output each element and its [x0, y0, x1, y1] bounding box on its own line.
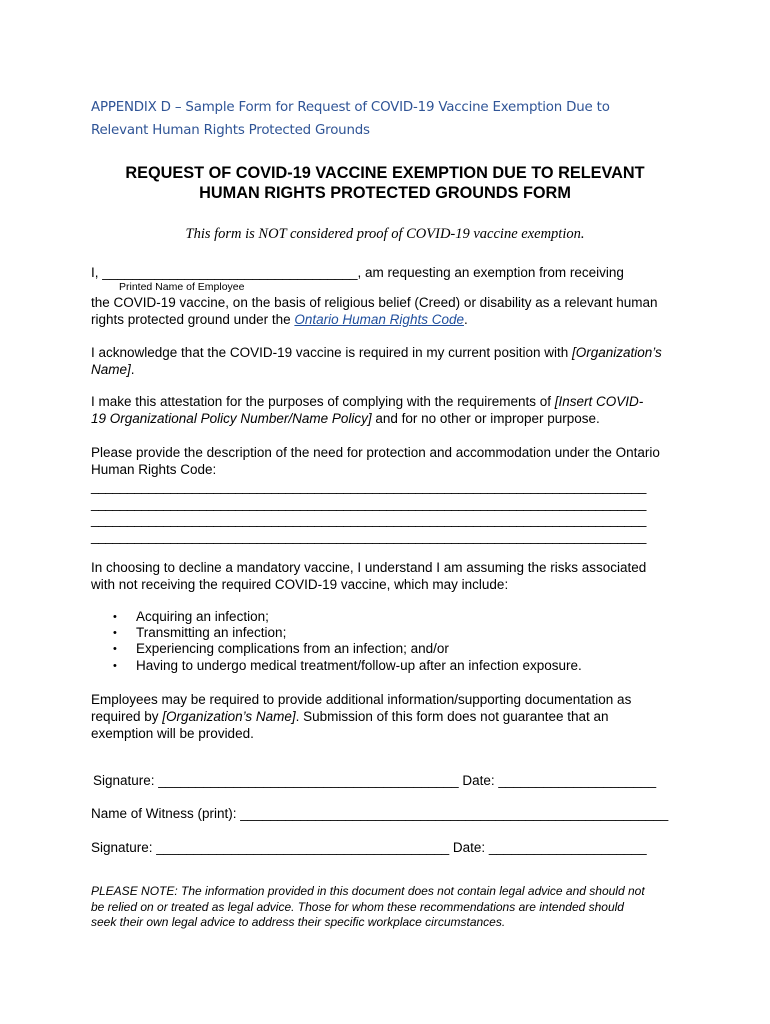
acknowledge-text: I acknowledge that the COVID-19 vaccine is required in my current position with — [91, 345, 572, 360]
attestation-text: and for no other or improper purpose. — [371, 411, 600, 426]
signature-label: Signature: — [93, 773, 159, 788]
proof-disclaimer: This form is NOT considered proof of COVID-19 vaccine exemption. — [185, 226, 585, 242]
witness-date-field[interactable]: _____________________ — [488, 840, 647, 855]
witness-label: Name of Witness (print): — [91, 806, 241, 821]
employees-line: required by — [91, 709, 163, 724]
description-paragraph — [91, 444, 691, 478]
employees-paragraph — [91, 691, 691, 742]
list-item — [113, 658, 673, 674]
note-line: seek their own legal advice to address their specific workplace circumstances. — [91, 915, 506, 929]
signature-row-2 — [91, 840, 691, 855]
blank-line[interactable]: _____________________________________________________________________________ — [91, 479, 647, 494]
attestation-paragraph — [91, 393, 691, 427]
appendix-heading — [91, 96, 691, 142]
title-line: HUMAN RIGHTS PROTECTED GROUNDS FORM — [199, 184, 571, 202]
form-title — [60, 163, 710, 203]
witness-row — [91, 806, 691, 821]
risks-line: In choosing to decline a mandatory vaccine, I understand I am assuming the risks associated — [91, 560, 647, 575]
employee-date-field[interactable]: _____________________ — [498, 773, 657, 788]
employee-name-field[interactable]: __________________________________, — [102, 265, 362, 280]
employees-line: . Submission of this form does not guarantee that an — [295, 709, 609, 724]
blank-line[interactable]: _____________________________________________________________________________ — [91, 528, 647, 544]
intro-suffix: am requesting an exemption from receiving — [361, 265, 624, 280]
description-line: Please provide the description of the need for protection and accommodation under the Ontario — [91, 445, 660, 460]
list-item-text: Having to undergo medical treatment/follow-up after an infection exposure. — [136, 657, 582, 673]
title-line: REQUEST OF COVID-19 VACCINE EXEMPTION DUE TO RELEVANT — [125, 164, 645, 182]
bullet-icon: • — [113, 643, 117, 656]
note-line: be relied on or treated as legal advice. Those for whom these recommendations are intended should — [91, 899, 624, 914]
employees-line: Employees may be required to provide additional information/supporting documentation as — [91, 692, 632, 707]
risks-paragraph — [91, 559, 691, 593]
list-item — [113, 625, 673, 641]
intro-paragraph — [91, 294, 691, 328]
witness-name-field[interactable]: _________________________________________________________ — [240, 806, 669, 821]
appendix-line: Relevant Human Rights Protected Grounds — [91, 123, 370, 138]
risk-list — [113, 609, 673, 674]
bullet-icon: • — [113, 611, 117, 623]
date-label: Date: — [458, 773, 499, 788]
legal-note — [91, 884, 691, 931]
attestation-text: I make this attestation for the purposes of complying with the requirements of — [91, 394, 555, 409]
period: . — [130, 362, 135, 377]
intro-line-2: the COVID-19 vaccine, on the basis of religious belief (Creed) or disability as a relevant human — [91, 295, 658, 310]
list-item-text: Acquiring an infection; — [136, 609, 269, 624]
appendix-line: APPENDIX D – Sample Form for Request of COVID-19 Vaccine Exemption Due to — [91, 100, 610, 115]
bullet-icon: • — [113, 627, 117, 640]
description-field[interactable] — [91, 479, 691, 545]
organization-placeholder: Name] — [91, 362, 131, 377]
signature-row-1 — [93, 773, 693, 788]
blank-line[interactable]: _____________________________________________________________________________ — [91, 495, 647, 511]
date-label: Date: — [449, 840, 489, 855]
list-item-text: Experiencing complications from an infection; and/or — [136, 641, 449, 657]
organization-placeholder: [Organization’s — [571, 345, 662, 360]
list-item-text: Transmitting an infection; — [136, 625, 287, 641]
risks-line: with not receiving the required COVID-19 vaccine, which may include: — [91, 577, 509, 592]
ontario-human-rights-code-link[interactable]: Ontario Human Rights Code — [294, 312, 464, 327]
acknowledge-paragraph — [91, 344, 691, 378]
signature-label: Signature: — [91, 840, 157, 855]
list-item — [113, 641, 673, 657]
period: . — [463, 312, 468, 327]
intro-line — [91, 264, 691, 281]
list-item — [113, 609, 673, 625]
blank-line[interactable]: _____________________________________________________________________________ — [91, 512, 647, 527]
intro-line-3: rights protected ground under the — [91, 312, 295, 327]
name-caption: Printed Name of Employee — [119, 281, 245, 293]
note-line: PLEASE NOTE: The information provided in this document does not contain legal advice and should not — [91, 884, 645, 898]
organization-placeholder: [Organization’s Name] — [162, 709, 296, 724]
description-line: Human Rights Code: — [91, 462, 217, 477]
bullet-icon: • — [113, 659, 117, 672]
intro-prefix: I, — [91, 265, 103, 280]
employees-line: exemption will be provided. — [91, 726, 254, 741]
policy-placeholder: [Insert COVID- — [554, 394, 644, 409]
witness-signature-field[interactable]: _______________________________________ — [156, 840, 450, 855]
employee-signature-field[interactable]: ________________________________________ — [158, 773, 459, 788]
policy-placeholder: 19 Organizational Policy Number/Name Policy] — [91, 411, 372, 426]
